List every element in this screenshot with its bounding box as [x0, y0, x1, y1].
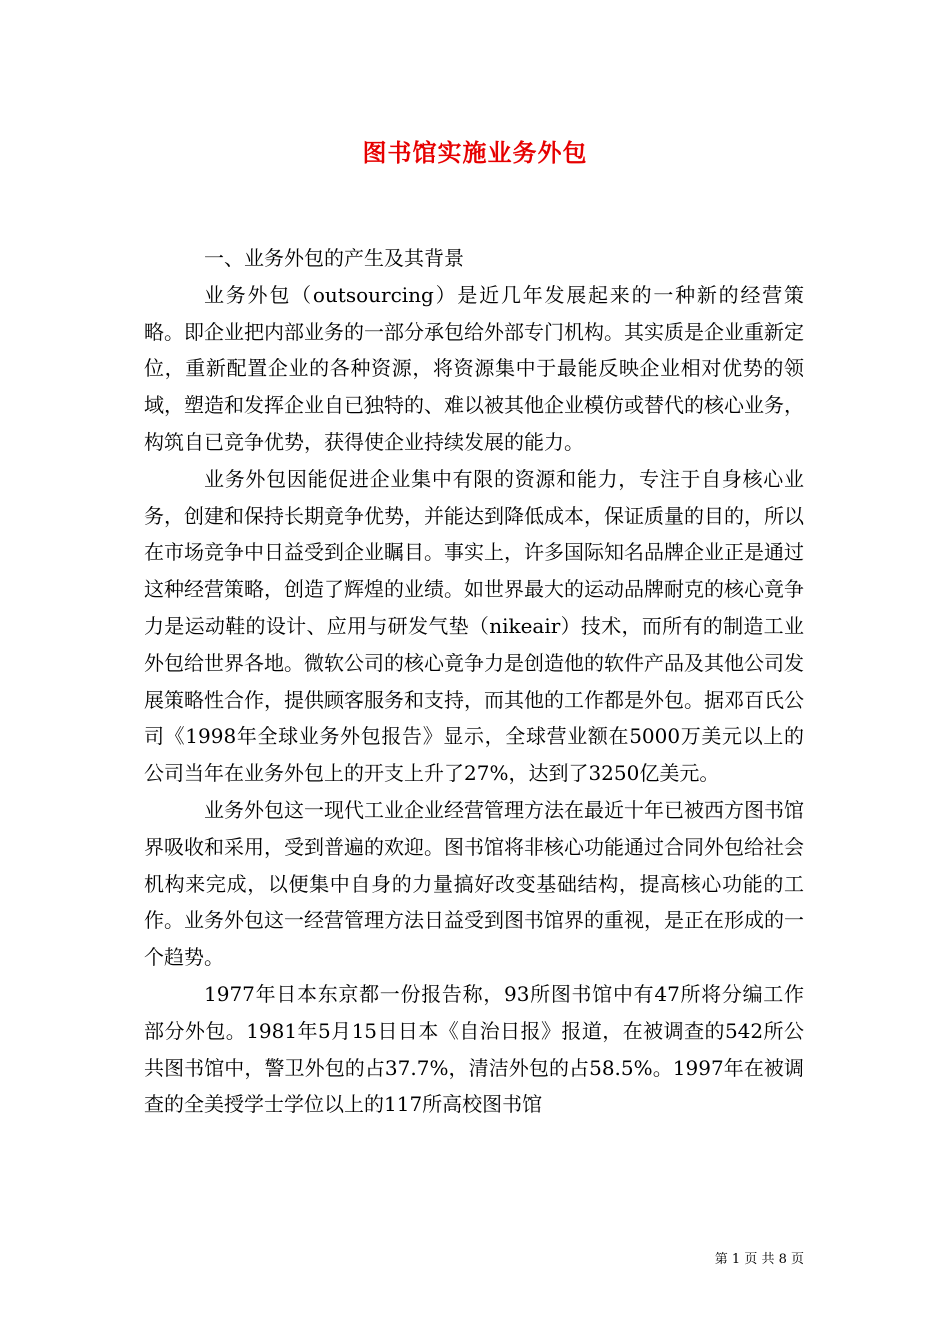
paragraph-1: 业务外包（outsourcing）是近几年发展起来的一种新的经营策略。即企业把内部业务的一部分承包给外部专门机构。其实质是企业重新定位，重新配置企业的各种资源，将资源集中于最能反映企业相对优势的领域，塑造和发挥企业自已独特的、难以被其他企业模仿或替代的核心业务，构筑自已竞争优势，获得使企业持续发展的能力。	[144, 282, 804, 454]
section-heading: 一、业务外包的产生及其背景	[204, 246, 464, 270]
paragraph-4: 1977年日本东京都一份报告称，93所图书馆中有47所将分编工作部分外包。1981年5月15日日本《自治日报》报道，在被调查的542所公共图书馆中，警卫外包的占37.7%，清洁外包的占58.5%。1997年在被调查的全美授学士学位以上的117所高校图书馆	[144, 981, 804, 1117]
paragraph-2: 业务外包因能促进企业集中有限的资源和能力，专注于自身核心业务，创建和保持长期竟争优势，并能达到降低成本，保证质量的目的，所以在市场竞争中日益受到企业瞩目。事实上，许多国际知名品牌企业正是通过这种经营策略，创造了辉煌的业绩。如世界最大的运动品牌耐克的核心竟争力是运动鞋的设计、应用与研发气垫（nikeair）技术，而所有的制造工业外包给世界各地。微软公司的核心竟争力是创造他的软件产品及其他公司发展策略性合作，提供顾客服务和支持，而其他的工作都是外包。据邓百氏公司《1998年全球业务外包报告》显示，全球营业额在5000万美元以上的公司当年在业务外包上的开支上升了27%，达到了3250亿美元。	[144, 466, 804, 786]
document-body	[144, 240, 804, 1123]
page-footer: 第 1 页 共 8 页	[714, 1252, 804, 1267]
paragraph-3: 业务外包这一现代工业企业经营管理方法在最近十年已被西方图书馆界吸收和采用，受到普遍的欢迎。图书馆将非核心功能通过合同外包给社会机构来完成，以便集中自身的力量搞好改变基础结构，提高核心功能的工作。业务外包这一经营管理方法日益受到图书馆界的重视，是正在形成的一个趋势。	[144, 797, 804, 970]
document-title: 图书馆实施业务外包	[362, 138, 588, 167]
